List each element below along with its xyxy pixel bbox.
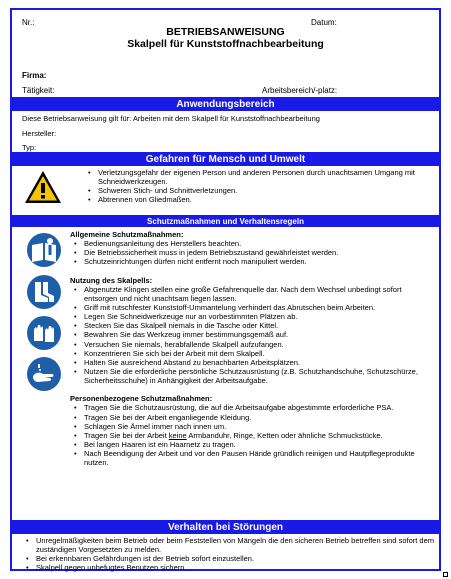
allgemein-title: Allgemeine Schutzmaßnahmen: [70, 230, 184, 239]
document-title: BETRIEBSANWEISUNG [166, 26, 285, 38]
personen-list [70, 403, 436, 467]
schmuck-text-pre: Tragen Sie bei der Arbeit [84, 430, 169, 440]
list-item: • Stecken Sie das Skalpell niemals in die Tasche oder Kittel. [70, 321, 436, 330]
nr-label: Nr.: [22, 18, 35, 27]
stoerungen-heading: Verhalten bei Störungen [12, 522, 439, 534]
gloves-icon [26, 315, 62, 351]
document-page [10, 8, 441, 571]
allgemein-list [70, 239, 436, 266]
document-subtitle: Skalpell für Kunststoffnachbearbeitung [127, 38, 324, 50]
list-item: • Schlagen Sie Ärmel immer nach innen um. [70, 422, 436, 431]
gefahren-heading: Gefahren für Mensch und Umwelt [12, 154, 439, 166]
schutz-content [70, 230, 436, 467]
anwendungsbereich-heading: Anwendungsbereich [12, 99, 439, 111]
gefahren-list [84, 168, 432, 205]
list-item: • Schutzeinrichtungen dürfen nicht entfernt noch manipuliert werden. [70, 257, 436, 266]
list-item: • Tragen Sie die Schutzausrüstung, die auf die Arbeitsaufgabe abgestimmte erforderliche PSA. [70, 403, 436, 412]
manual-icon [26, 232, 62, 268]
list-item: • Nach Beendigung der Arbeit und vor den Pausen Hände gründlich reinigen und Hautpflegeprodukte nutzen. [70, 449, 436, 467]
firma-label: Firma: [22, 71, 47, 80]
hersteller-label: Hersteller: [22, 129, 57, 138]
list-item: • Halten Sie ausreichend Abstand zu benachbarten Arbeitsplätzen. [70, 358, 436, 367]
warning-triangle-icon [24, 170, 62, 204]
list-item: • Bewahren Sie das Werkzeug immer bestimmungsgemäß auf. [70, 330, 436, 339]
page-corner-marker [443, 572, 448, 577]
schmuck-text-keine: keine [168, 430, 187, 440]
anwendung-text: Diese Betriebsanweisung gilt für: Arbeiten mit dem Skalpell für Kunststoffnachbearbeitung [22, 114, 320, 123]
list-item [70, 431, 436, 440]
list-item: • Bei langen Haaren ist ein Haarnetz zu tragen. [70, 440, 436, 449]
list-item: • Tragen Sie bei der Arbeit enganliegende Kleidung. [70, 413, 436, 422]
list-item: • Abtrennen von Gliedmaßen. [84, 195, 432, 204]
taetigkeit-label: Tätigkeit: [22, 86, 55, 95]
nutzung-title: Nutzung des Skalpells: [70, 275, 153, 285]
list-item: • Nutzen Sie die erforderliche persönliche Schutzausrüstung (z.B. Schutzhandschuhe, Schutzschürze, Sicherheitsschuhe) in Anhängigkeit der Arbeitsaufgabe. [70, 367, 436, 385]
schutzmassnahmen-heading: Schutzmaßnahmen und Verhaltensregeln [12, 217, 439, 227]
hand-wash-icon [26, 356, 62, 392]
list-item: • Schweren Stich- und Schnittverletzungen. [84, 186, 432, 195]
list-item: • Skalpell gegen unbefugtes Benutzen sichern. [22, 563, 438, 572]
list-item: • Bei erkennbaren Gefährdungen ist der Betrieb sofort einzustellen. [22, 554, 438, 563]
typ-label: Typ: [22, 143, 37, 152]
list-item: • Unregelmäßigkeiten beim Betrieb oder beim Feststellen von Mängeln die den sicheren Betrieb betreffen sind sofort dem zuständigen Vorgesetzten zu melden. [22, 536, 438, 554]
nutzung-list [70, 285, 436, 386]
boots-icon [26, 274, 62, 310]
document-header [12, 10, 439, 99]
stoerungen-list [22, 536, 438, 573]
personen-title: Personenbezogene Schutzmaßnahmen: [70, 394, 213, 404]
list-item: • Die Betriebssicherheit muss in jedem Betriebszustand gewährleistet werden. [70, 248, 436, 257]
list-item: • Verletzungsgefahr der eigenen Person und anderen Personen durch unachtsamen Umgang mit Schneidwerkzeugen. [84, 168, 432, 186]
list-item: • Abgenutzte Klingen stellen eine große Gefahrenquelle dar. Nach dem Wechsel unbedingt sofort entsorgen und nicht unachtsam liegen lassen. [70, 285, 436, 303]
list-item: • Konzentrieren Sie sich bei der Arbeit mit dem Skalpell. [70, 349, 436, 358]
arbeitsbereich-label: Arbeitsbereich/-platz: [262, 86, 338, 95]
list-item: • Griff mit rutschfester Kunststoff-Ummantelung verhindert das Abrutschen beim Arbeiten. [70, 303, 436, 312]
list-item: • Bedienungsanleitung des Herstellers beachten. [70, 239, 436, 248]
list-item: • Versuchen Sie niemals, herabfallende Skalpell aufzufangen. [70, 340, 436, 349]
schmuck-text-post: Armbanduhr, Ringe, Ketten oder ähnliche Schmuckstücke. [186, 430, 383, 440]
datum-label: Datum: [311, 18, 337, 27]
list-item: • Legen Sie Schneidwerkzeuge nur an vorbestimmten Plätzen ab. [70, 312, 436, 321]
